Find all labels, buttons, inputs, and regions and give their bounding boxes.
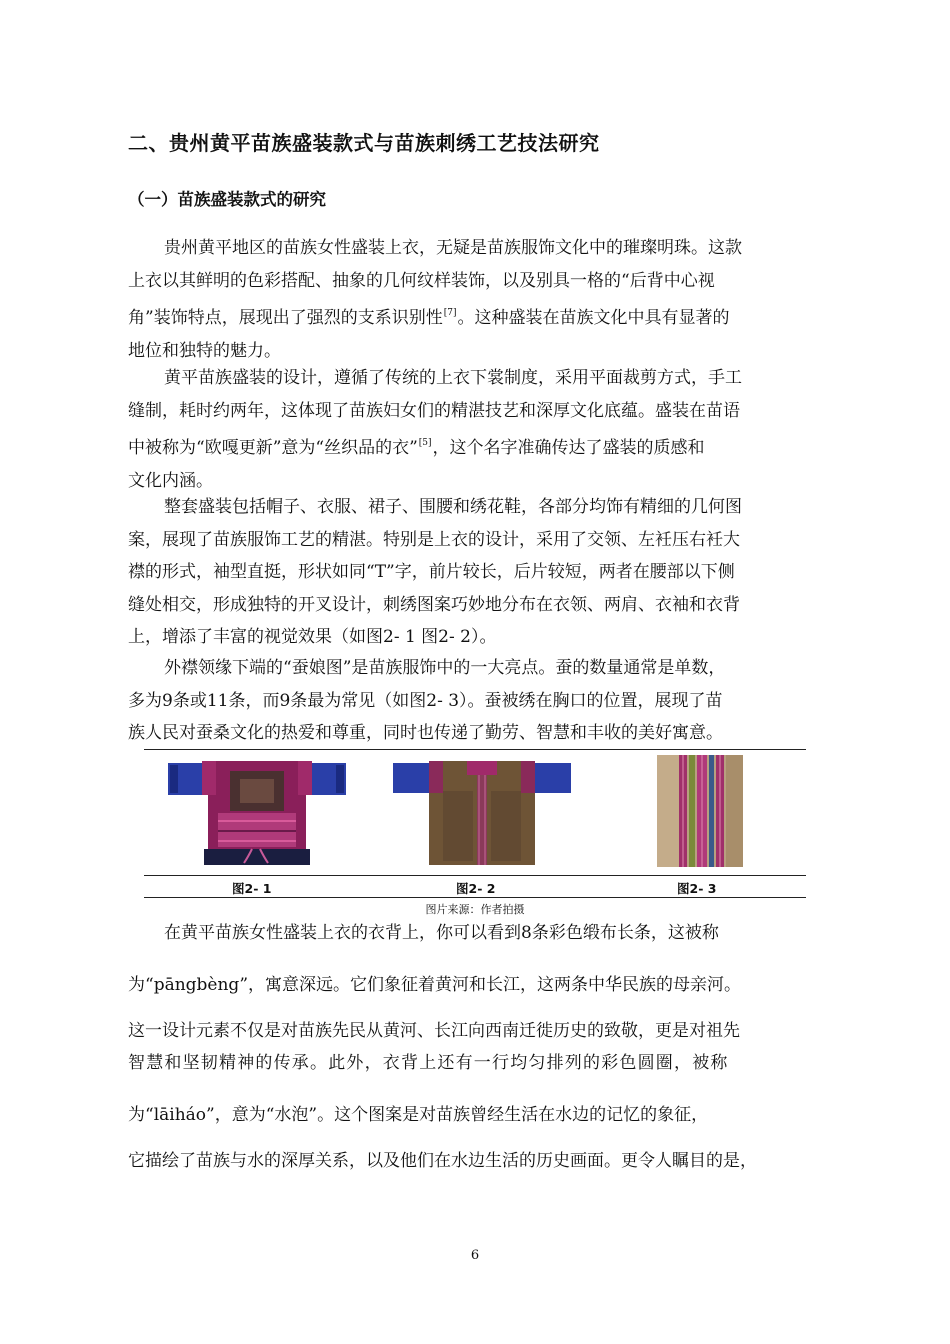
text-line: 智慧和坚韧精神的传承。此外，衣背上还有一行均匀排列的彩色圆圈，被称 xyxy=(128,1053,729,1073)
figure-caption-2-2: 图2- 2 xyxy=(456,881,496,896)
text-line: 中被称为“欧嘎更新”意为“丝织品的衣”[5]，这个名字准确传达了盛装的质感和 xyxy=(128,438,705,458)
text-line: 文化内涵。 xyxy=(128,470,213,491)
figure-table-mid-rule xyxy=(144,875,806,876)
text-line: 上衣以其鲜明的色彩搭配、抽象的几何纹样装饰，以及别具一格的“后背中心视 xyxy=(128,270,715,291)
text-line: 缝处相交，形成独特的开叉设计，刺绣图案巧妙地分布在衣领、两肩、衣袖和衣背 xyxy=(128,594,740,615)
figure-caption-2-3: 图2- 3 xyxy=(677,881,717,896)
text-line: 贵州黄平地区的苗族女性盛装上衣，无疑是苗族服饰文化中的璀璨明珠。这款 xyxy=(164,238,742,258)
figure-2-3-embroidery-detail xyxy=(657,755,743,867)
text-line: 襟的形式，袖型直挺，形状如同“T”字，前片较长，后片较短，两者在腰部以下侧 xyxy=(128,562,735,582)
citation-7[interactable]: [7] xyxy=(443,308,457,318)
text-line: 为“pāngbèng”，寓意深远。它们象征着黄河和长江，这两条中华民族的母亲河。 xyxy=(128,975,742,995)
text-line: 缝制，耗时约两年，这体现了苗族妇女们的精湛技艺和深厚文化底蕴。盛装在苗语 xyxy=(128,400,740,421)
text-line: 它描绘了苗族与水的深厚关系，以及他们在水边生活的历史画面。更令人瞩目的是， xyxy=(128,1151,757,1171)
section-heading: 二、贵州黄平苗族盛装款式与苗族刺绣工艺技法研究 xyxy=(128,131,600,155)
page-number: 6 xyxy=(470,1248,480,1263)
text-line: 角”装饰特点，展现出了强烈的支系识别性[7]。这种盛装在苗族文化中具有显著的 xyxy=(128,308,730,328)
paragraph-3 xyxy=(128,491,828,654)
subsection-heading: （一）苗族盛装款式的研究 xyxy=(128,190,326,209)
text-line: 多为9条或11条，而9条最为常见（如图2- 3）。蚕被绣在胸口的位置，展现了苗 xyxy=(128,690,723,711)
figure-2-2-jacket-back xyxy=(393,761,571,867)
paragraph-5 xyxy=(128,920,828,1174)
citation-5[interactable]: [5] xyxy=(418,438,432,448)
text-line: 黄平苗族盛装的设计，遵循了传统的上衣下裳制度，采用平面裁剪方式，手工 xyxy=(164,368,742,388)
text-line: 这一设计元素不仅是对苗族先民从黄河、长江向西南迁徙历史的致敬，更是对祖先 xyxy=(128,1021,740,1041)
text-line: 在黄平苗族女性盛装上衣的衣背上，你可以看到8条彩色缎布长条，这被称 xyxy=(164,923,719,943)
text-line: 地位和独特的魅力。 xyxy=(128,340,281,361)
figure-source-note: 图片来源：作者拍摄 xyxy=(425,903,525,916)
text-line: 外襟领缘下端的“蚕娘图”是苗族服饰中的一大亮点。蚕的数量通常是单数， xyxy=(164,658,726,678)
text-line: 整套盛装包括帽子、衣服、裙子、围腰和绣花鞋，各部分均饰有精细的几何图 xyxy=(164,497,742,517)
text-line: 为“lāiháo”，意为“水泡”。这个图案是对苗族曾经生活在水边的记忆的象征， xyxy=(128,1105,709,1125)
figure-table-bottom-rule xyxy=(144,897,806,898)
text-line: 上，增添了丰富的视觉效果（如图2- 1 图2- 2）。 xyxy=(128,627,497,647)
paragraph-1 xyxy=(128,232,828,367)
paragraph-2 xyxy=(128,362,828,497)
figure-2-1-jacket-front xyxy=(168,757,346,867)
paragraph-4 xyxy=(128,652,828,750)
text-line: 族人民对蚕桑文化的热爱和尊重，同时也传递了勤劳、智慧和丰收的美好寓意。 xyxy=(128,723,723,743)
text-line: 案，展现了苗族服饰工艺的精湛。特别是上衣的设计，采用了交领、左衽压右衽大 xyxy=(128,529,740,550)
figure-caption-2-1: 图2- 1 xyxy=(232,881,272,896)
figure-table-top-rule xyxy=(144,749,806,750)
